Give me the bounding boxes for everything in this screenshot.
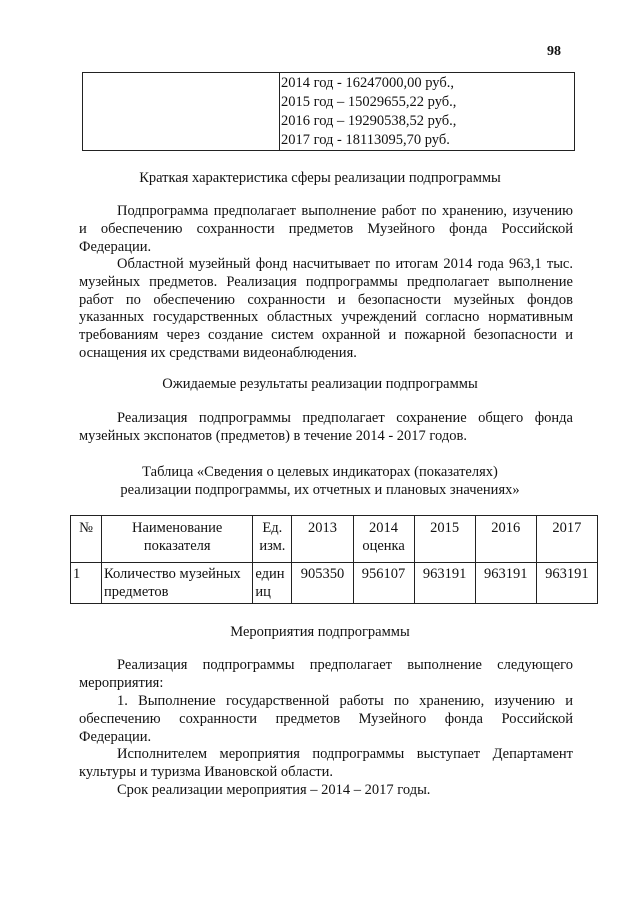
paragraph: Срок реализации мероприятия – 2014 – 2017 годы. (117, 782, 431, 798)
funding-year-line: 2017 год - 18113095,70 руб. (281, 132, 450, 148)
funding-table (82, 72, 575, 151)
paragraph: Подпрограмма предполагает выполнение работ по хранению, изучению и обеспечению сохранности предметов Музейного фонда Российской Федерации. (79, 203, 573, 255)
funding-year-line: 2015 год – 15029655,22 руб., (281, 94, 457, 110)
funding-table-empty-cell (83, 73, 280, 151)
header-2013: 2013 (292, 516, 353, 563)
header-indicator-name: Наименование показателя (102, 516, 253, 563)
cell-value-2013: 905350 (292, 563, 353, 604)
table-caption-line1: Таблица «Сведения о целевых индикаторах (показателях) (142, 464, 498, 480)
funding-year-line: 2014 год - 16247000,00 руб., (281, 75, 454, 91)
cell-value-2016: 963191 (475, 563, 536, 604)
header-2015: 2015 (414, 516, 475, 563)
header-2016: 2016 (475, 516, 536, 563)
cell-number: 1 (71, 563, 102, 604)
header-2017: 2017 (536, 516, 597, 563)
table-header-row (71, 516, 598, 563)
header-2014: 2014 оценка (353, 516, 414, 563)
header-number: № (71, 516, 102, 563)
table-caption-line2: реализации подпрограммы, их отчетных и плановых значениях» (120, 482, 520, 498)
funding-years-cell (280, 73, 575, 151)
section-heading-characteristics: Краткая характеристика сферы реализации подпрограммы (139, 170, 501, 186)
cell-unit: единиц (253, 563, 292, 604)
cell-value-2014: 956107 (353, 563, 414, 604)
cell-indicator-name: Количество музейных предметов (102, 563, 253, 604)
section-heading-results: Ожидаемые результаты реализации подпрограммы (162, 376, 478, 392)
paragraph: Реализация подпрограммы предполагает выполнение следующего мероприятия: (79, 657, 573, 691)
paragraph: Реализация подпрограммы предполагает сохранение общего фонда музейных экспонатов (предметов) в течение 2014 - 2017 годов. (79, 410, 573, 444)
page-number: 98 (547, 44, 561, 59)
header-unit: Ед. изм. (253, 516, 292, 563)
cell-value-2015: 963191 (414, 563, 475, 604)
funding-year-line: 2016 год – 19290538,52 руб., (281, 113, 457, 129)
table-row (71, 563, 598, 604)
indicators-table (70, 515, 598, 604)
paragraph: 1. Выполнение государственной работы по хранению, изучению и обеспечению сохранности предметов Музейного фонда Российской Федерации. (79, 693, 573, 745)
cell-value-2017: 963191 (536, 563, 597, 604)
paragraph: Областной музейный фонд насчитывает по итогам 2014 года 963,1 тыс. музейных предметов. Реализация подпрограммы предполагает выполнение работ по обеспечению сохранности и безопасности музейных фондов указанных государственных областных учреждений согласно нормативным требованиям через создание систем охранной и пожарной безопасности и оснащения их средствами видеонаблюдения. (79, 256, 573, 361)
section-heading-measures: Мероприятия подпрограммы (230, 624, 410, 640)
paragraph: Исполнителем мероприятия подпрограммы выступает Департамент культуры и туризма Ивановской области. (79, 746, 573, 780)
